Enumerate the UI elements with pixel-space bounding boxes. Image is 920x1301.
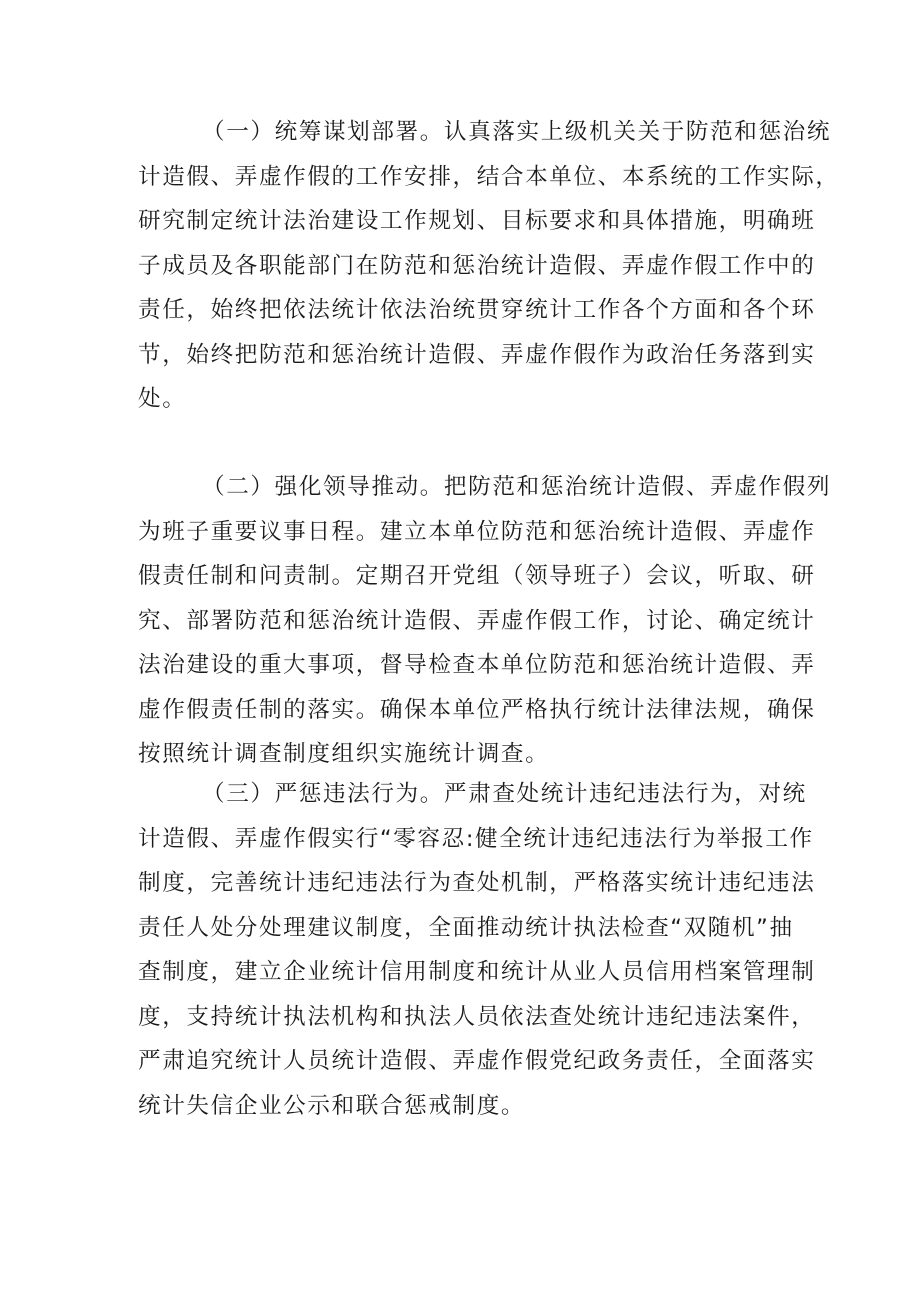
- paragraph-line: 子成员及各职能部门在防范和惩治统计造假、弄虚作假工作中的: [138, 252, 816, 279]
- paragraph-line: 计造假、弄虚作假实行“零容忍:健全统计违纪违法行为举报工作: [138, 825, 814, 852]
- paragraph-2: [138, 465, 832, 777]
- paragraph-line: 严肃追究统计人员统计造假、弄虚作假党纪政务责任，全面落实: [138, 1048, 816, 1074]
- paragraph-line: （三）严惩违法行为。严肃查处统计违纪违法行为，对统: [202, 781, 807, 807]
- paragraph-line: 虚作假责任制的落实。确保本单位严格执行统计法律法规，确保: [138, 696, 816, 723]
- paragraph-line: 计造假、弄虚作假的工作安排，结合本单位、本系统的工作实际，: [138, 163, 840, 190]
- paragraph-line: 究、部署防范和惩治统计造假、弄虚作假工作，讨论、确定统计: [138, 607, 816, 634]
- paragraph-line: 节，始终把防范和惩治统计造假、弄虚作假作为政治任务落到实: [138, 341, 816, 368]
- paragraph-line: （二）强化领导推动。把防范和惩治统计造假、弄虚作假列: [202, 474, 832, 500]
- paragraph-line: 责任，始终把依法统计依法治统贯穿统计工作各个方面和各个环: [138, 297, 816, 323]
- paragraph-line: （一）统筹谋划部署。认真落实上级机关关于防范和惩治统: [202, 119, 832, 145]
- paragraph-line: 查制度，建立企业统计信用制度和统计从业人员信用档案管理制: [138, 959, 816, 985]
- paragraph-line: 假责任制和问责制。定期召开党组（领导班子）会议，听取、研: [138, 563, 816, 589]
- paragraph-line: 研究制定统计法治建设工作规划、目标要求和具体措施，明确班: [138, 208, 816, 234]
- paragraph-line: 处。: [138, 386, 187, 412]
- paragraph-1: [138, 110, 840, 422]
- paragraph-line: 统计失信企业公示和联合惩戒制度。: [138, 1092, 526, 1119]
- paragraph-line: 度，支持统计执法机构和执法人员依法查处统计违纪违法案件，: [138, 1003, 816, 1030]
- paragraph-line: 制度，完善统计违纪违法行为查处机制，严格落实统计违纪违法: [138, 870, 816, 896]
- paragraph-line: 法治建设的重大事项，督导检查本单位防范和惩治统计造假、弄: [138, 652, 816, 678]
- paragraph-line: 按照统计调查制度组织实施统计调查。: [138, 741, 550, 767]
- paragraph-line: 责任人处分处理建议制度，全面推动统计执法检查“双随机”抽: [138, 914, 794, 941]
- paragraph-3: [138, 772, 816, 1128]
- paragraph-line: 为班子重要议事日程。建立本单位防范和惩治统计造假、弄虚作: [138, 518, 816, 545]
